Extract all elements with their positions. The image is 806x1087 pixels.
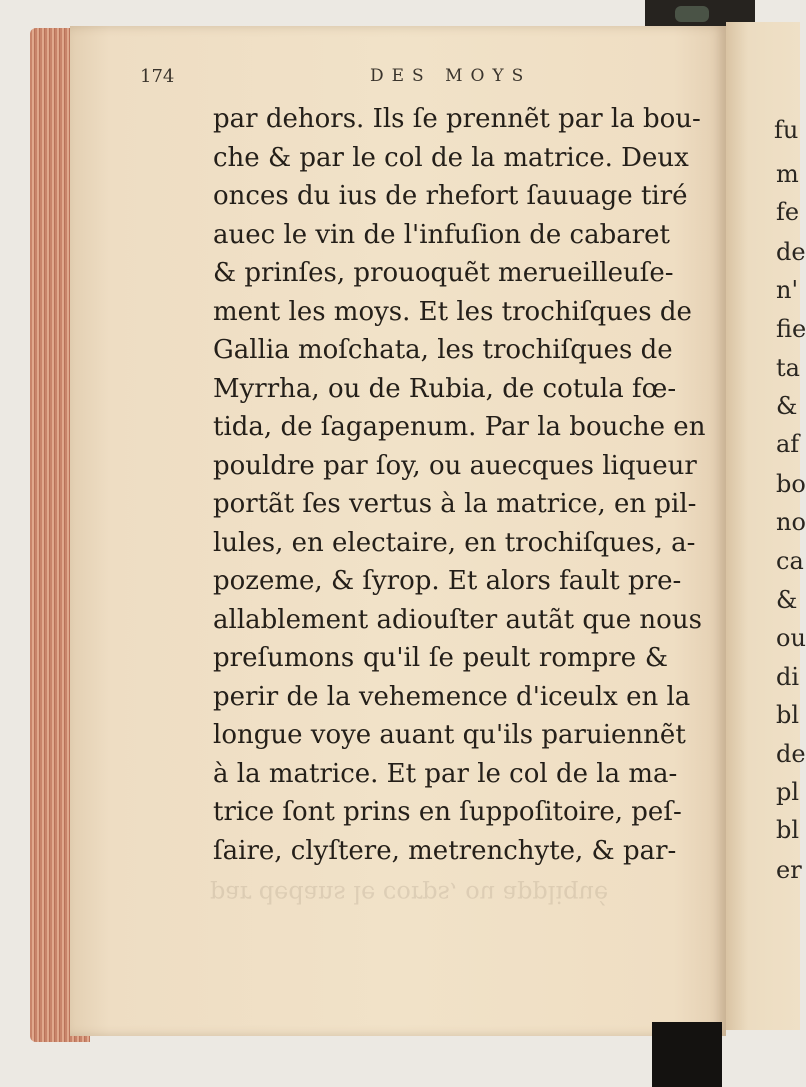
text-line: preſumons qu'il ſe peult rompre & bbox=[213, 643, 668, 673]
facing-page-fragment: n' bbox=[776, 276, 799, 304]
facing-page-fragment: & bbox=[776, 586, 798, 614]
page-number: 174 bbox=[140, 66, 175, 87]
facing-page-fragment: de bbox=[776, 740, 806, 768]
text-line: à la matrice. Et par le col de la ma- bbox=[213, 758, 678, 789]
text-line: & prinſes, prouoquẽt merueilleuſe- bbox=[213, 258, 674, 288]
text-line: portãt ſes vertus à la matrice, en pil- bbox=[213, 489, 697, 519]
bookmark-ribbon-bottom bbox=[652, 1022, 722, 1087]
text-line: che & par le col de la matrice. Deux bbox=[213, 142, 689, 173]
running-head-title: DES MOYS bbox=[370, 66, 532, 86]
body-text bbox=[213, 100, 706, 870]
ribbon-tuft bbox=[675, 6, 709, 22]
facing-page-fragment: de bbox=[776, 238, 806, 266]
text-line: perir de la vehemence d'iceulx en la bbox=[213, 681, 691, 712]
text-line: Myrrha, ou de Rubia, de cotula fœ- bbox=[213, 373, 677, 404]
facing-page-fragment: af bbox=[776, 430, 800, 458]
facing-page-fragment: fe bbox=[776, 198, 800, 226]
text-line: ſaire, clyſtere, metrenchyte, & par- bbox=[213, 835, 677, 866]
facing-page-fragment: bl bbox=[776, 816, 800, 844]
facing-page-fragment: & bbox=[776, 392, 798, 420]
facing-page-fragment: fu bbox=[774, 116, 799, 144]
text-line: trice ſont prins en ſuppoſitoire, peſ- bbox=[213, 797, 682, 827]
text-line: onces du ius de rhefort ſauuage tiré bbox=[213, 181, 688, 211]
text-line: auec le vin de l'infuſion de cabaret bbox=[213, 219, 670, 250]
text-line: ment les moys. Et les trochiſques de bbox=[213, 296, 692, 327]
text-line: longue voye auant qu'ils paruiennẽt bbox=[213, 720, 686, 750]
facing-page-fragment: ca bbox=[776, 547, 804, 575]
facing-page-fragment: ta bbox=[776, 354, 800, 382]
facing-page-fragment: er bbox=[776, 856, 802, 884]
facing-page-fragment: bo bbox=[776, 470, 806, 498]
facing-page-fragment: no bbox=[776, 508, 806, 536]
show-through-text: par dedans le corps, ou appliqué bbox=[210, 880, 609, 908]
facing-page-fragment: di bbox=[776, 663, 800, 691]
text-line: Gallia moſchata, les trochiſques de bbox=[213, 335, 673, 365]
facing-page-fragment: bl bbox=[776, 701, 800, 729]
facing-page-fragment: ou bbox=[776, 624, 806, 652]
facing-page bbox=[726, 22, 806, 1030]
text-line: pouldre par ſoy, ou auecques liqueur bbox=[213, 450, 697, 481]
facing-page-fragment: pl bbox=[776, 778, 800, 806]
facing-page-fragment: fie bbox=[776, 315, 806, 343]
text-line: par dehors. Ils ſe prennẽt par la bou- bbox=[213, 104, 701, 134]
facing-page-fragment: m bbox=[776, 160, 799, 188]
text-line: lules, en electaire, en trochiſques, a- bbox=[213, 527, 696, 558]
running-head bbox=[140, 66, 700, 92]
text-line: tida, de ſagapenum. Par la bouche en bbox=[213, 412, 706, 442]
text-line: pozeme, & ſyrop. Et alors fault pre- bbox=[213, 566, 682, 596]
text-line: allablement adiouſter autãt que nous bbox=[213, 604, 702, 635]
